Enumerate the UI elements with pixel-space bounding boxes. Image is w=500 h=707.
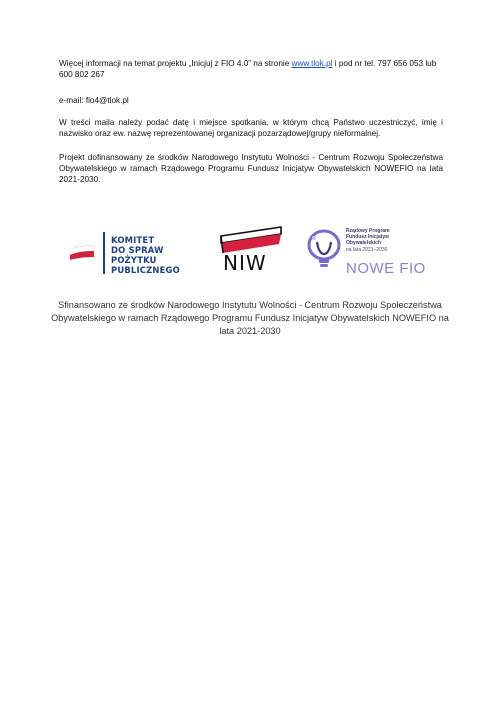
nowefio-line-4: na lata 2021–2030 [346, 246, 388, 253]
komitet-line-1: KOMITET [111, 235, 155, 245]
niw-logo [207, 222, 287, 282]
komitet-line-3: POŻYTKU [111, 255, 157, 265]
komitet-line-4: PUBLICZNEGO [111, 265, 180, 275]
funding-statement: Sfinansowano ze środków Narodowego Instytutu Wolności - Centrum Rozwoju Społeczeństwa Obywatelskiego w ramach Rządowego Programu Fundusz Inicjatyw Obywatelskich NOWEFIO na lata 2021-2030 [51, 300, 449, 337]
nowefio-wordmark: NOWE FIO [346, 260, 426, 277]
komitet-logo [66, 228, 194, 278]
nowefio-line-1: Rządowy Program [346, 228, 390, 234]
nowefio-program-text [346, 228, 390, 253]
lightbulb-icon [304, 228, 342, 274]
komitet-line-2: DO SPRAW [111, 245, 164, 255]
contact-info-suffix: i pod nr tel. 797 656 053 lub 600 802 267 [59, 59, 437, 80]
nowefio-line-3: Obywatelskich [346, 240, 382, 247]
nowefio-line-2: Fundusz Inicjatyw [346, 234, 390, 241]
email-line: e-mail: fio4@tlok.pl [59, 96, 129, 105]
flag-icon [68, 244, 96, 260]
contact-info-prefix: Więcej informacji na temat projektu „Inicjuj z FIO 4.0” na stronie [59, 59, 292, 68]
logo-separator [103, 232, 105, 274]
contact-info-paragraph [59, 58, 443, 80]
email-instructions: W treści maila należy podać datę i miejsce spotkania, w którym chcą Państwo uczestniczyć, imię i nazwisko oraz ew. nazwę reprezentowanej organizacji pozarządowej/grupy nieformalnej. [59, 118, 443, 139]
niw-wordmark: NIW [223, 251, 267, 275]
komitet-logo-text [111, 235, 180, 275]
project-funding-note: Projekt dofinansowany ze środków Narodowego Instytutu Wolności - Centrum Rozwoju Społeczeństwa Obywatelskiego w ramach Rządowego Programu Fundusz Inicjatyw Obywatelskich NOWEFIO na lata 2021-2030. [59, 153, 443, 185]
website-link[interactable]: www.tlok.pl [291, 59, 333, 68]
nowefio-logo [304, 222, 434, 282]
